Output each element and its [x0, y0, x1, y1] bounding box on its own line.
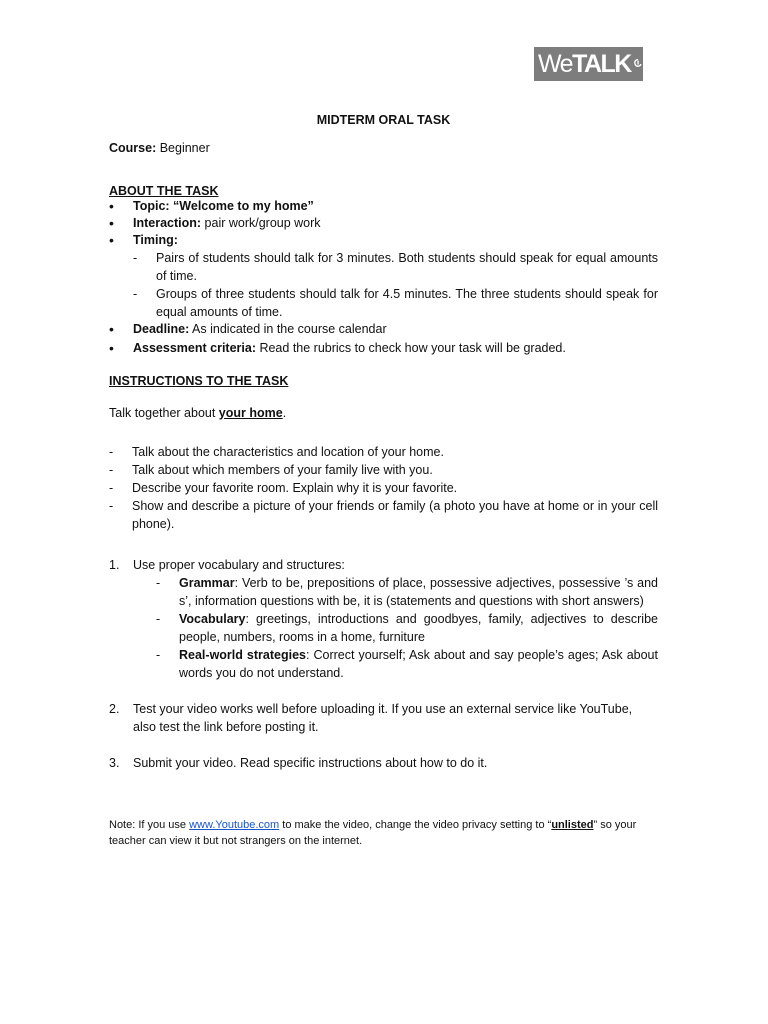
assessment-label: Assessment criteria: — [133, 341, 256, 355]
about-list — [109, 198, 658, 357]
grammar-item — [109, 574, 658, 610]
instructions-heading: INSTRUCTIONS TO THE TASK — [109, 374, 289, 388]
step-3-text: Submit your video. Read specific instructions about how to do it. — [133, 756, 488, 770]
privacy-note — [109, 817, 664, 849]
note-mid: to make the video, change the video privacy setting to “ — [279, 819, 552, 831]
step-1-number: 1. — [109, 558, 120, 572]
grammar-label: Grammar — [179, 576, 235, 590]
steps-list — [109, 556, 658, 772]
timing-groups: - Groups of three students should talk for 4.5 minutes. The three students should speak for equal amounts of time. — [109, 285, 658, 321]
vocabulary-label: Vocabulary — [179, 612, 246, 626]
interaction-label: Interaction: — [133, 216, 202, 230]
about-section — [109, 184, 658, 357]
list-item: - Talk about which members of your family live with you. — [85, 461, 658, 479]
intro-emphasis: your home — [218, 406, 283, 420]
strategies-label: Real-world strategies — [179, 648, 306, 662]
list-item: - Talk about the characteristics and location of your home. — [85, 443, 658, 461]
interaction-item — [109, 215, 658, 232]
logo-we: We — [538, 49, 573, 78]
topic-text: Topic: “Welcome to my home” — [133, 199, 314, 213]
strategies-item — [109, 646, 658, 682]
wetalk-logo — [534, 47, 643, 81]
timing-pairs: - Pairs of students should talk for 3 minutes. Both students should speak for equal amounts of time. — [109, 249, 658, 285]
step-1-text: Use proper vocabulary and structures: — [133, 558, 345, 572]
youtube-link[interactable]: www.Youtube.com — [189, 819, 280, 831]
step-2 — [109, 700, 658, 736]
grammar-text: : Verb to be, prepositions of place, possessive adjectives, possessive ’s and s’, information questions with be, it is (statements and questions with short answers) — [179, 576, 658, 608]
list-item: - Describe your favorite room. Explain why it is your favorite. — [85, 479, 658, 497]
list-item: - Show and describe a picture of your friends or family (a photo you have at home or in your cell phone). — [85, 497, 658, 533]
vocabulary-text: : greetings, introductions and goodbyes, family, adjectives to describe people, numbers, rooms in a home, furniture — [179, 612, 658, 644]
step-3 — [109, 754, 658, 772]
course-line — [109, 141, 658, 155]
logo-swirl-icon — [633, 53, 643, 75]
note-post: ” so your teacher can view it but not strangers on the internet. — [109, 819, 637, 847]
strategies-text: : Correct yourself; Ask about and say people’s ages; Ask about words you do not understand. — [179, 648, 658, 680]
timing-item — [109, 232, 658, 321]
vocabulary-structures-list — [109, 574, 658, 682]
intro-post: . — [282, 406, 287, 420]
deadline-value: As indicated in the course calendar — [189, 322, 387, 336]
logo-talk: TALK — [572, 49, 631, 78]
timing-list — [109, 249, 658, 321]
topic-item — [109, 198, 658, 215]
assessment-value: Read the rubrics to check how your task will be graded. — [255, 341, 566, 355]
intro-pre: Talk together about — [109, 406, 219, 420]
logo-text — [538, 49, 631, 78]
step-1 — [109, 556, 658, 682]
note-unlisted: unlisted — [551, 819, 594, 831]
course-value: Beginner — [156, 141, 210, 155]
note-pre: Note: If you use — [109, 819, 190, 831]
step-2-text: Test your video works well before uploading it. If you use an external service like YouTube, also test the link before posting it. — [133, 702, 633, 734]
instructions-list — [85, 443, 658, 533]
timing-label: Timing: — [133, 233, 178, 247]
course-label: Course: — [109, 141, 157, 155]
interaction-value: pair work/group work — [201, 216, 321, 230]
about-heading: ABOUT THE TASK — [109, 184, 219, 198]
step-2-number: 2. — [109, 702, 120, 716]
instructions-intro — [109, 406, 658, 420]
step-3-number: 3. — [109, 756, 120, 770]
page-title: MIDTERM ORAL TASK — [316, 113, 451, 127]
deadline-label: Deadline: — [133, 322, 190, 336]
assessment-item — [109, 340, 658, 357]
vocabulary-item — [109, 610, 658, 646]
deadline-item — [109, 321, 658, 338]
